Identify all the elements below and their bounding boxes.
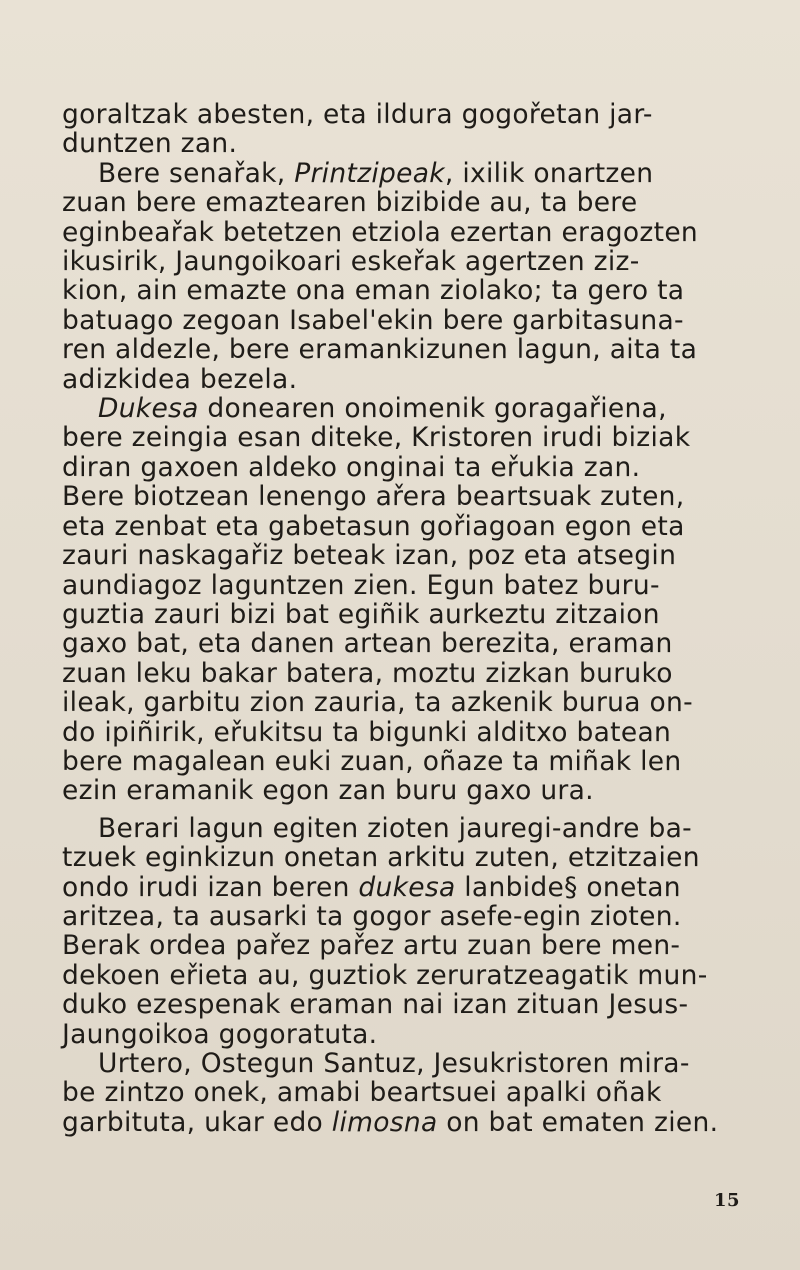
paragraph [62,814,752,1049]
text-segment: eginbeařak betetzen etziola ezertan eragozten [62,216,699,248]
text-segment: Berari lagun egiten zioten jauregi-andre ba- [98,812,693,844]
text-segment: dekoen eřieta au, guztiok zeruratzeagatik mun- [62,959,708,991]
text-segment: zuan leku bakar batera, moztu zizkan buruko [62,657,673,689]
text-line [62,600,752,629]
text-line [62,335,752,364]
text-line [62,159,752,188]
text-segment: goraltzak abesten, eta ildura gogořetan jar- [62,99,653,130]
text-segment: ren aldezle, bere eramankizunen lagun, aita ta [62,334,698,366]
text-line [62,990,752,1019]
page-number: 15 [714,1190,741,1211]
text-segment: bere magalean euki zuan, oñaze ta miñak len [62,745,682,777]
text-line [62,1020,752,1049]
text-segment: ondo irudi izan beren [62,871,359,903]
text-line [62,931,752,960]
paragraph [62,159,752,394]
text-segment: garbituta, ukar edo [62,1106,332,1138]
italic-term: Dukesa [98,393,199,425]
text-segment: Jaungoikoa gogoratuta. [62,1018,378,1050]
text-segment: aritzea, ta ausarki ta gogor asefe-egin zioten. [62,900,682,932]
text-line [62,423,752,452]
text-segment: bere zeingia esan diteke, Kristoren irudi biziak [62,422,691,454]
text-line [62,718,752,747]
text-segment: Bere senařak, [98,157,295,189]
text-line [62,776,752,805]
text-segment: duntzen zan. [62,128,238,160]
paragraph [62,1049,752,1137]
text-line [62,1049,752,1078]
text-line [62,306,752,335]
italic-term: dukesa [358,871,456,903]
paragraph [62,394,752,806]
italic-term: Printzipeak [294,157,445,189]
text-segment: diran gaxoen aldeko onginai ta eřukia zan. [62,451,641,483]
text-segment: tzuek eginkizun onetan arkitu zuten, etzitzaien [62,842,700,874]
text-line [62,247,752,276]
text-line [62,129,752,158]
text-line [62,394,752,423]
text-line [62,1108,752,1137]
text-line [62,961,752,990]
text-line [62,814,752,843]
text-line [62,482,752,511]
text-segment: ikusirik, Jaungoikoari eskeřak agertzen ziz- [62,246,640,278]
text-line [62,873,752,902]
text-line [62,1078,752,1107]
text-segment: lanbide§ onetan [455,871,681,903]
text-line [62,747,752,776]
text-line [62,541,752,570]
text-line [62,629,752,658]
body-text [62,100,752,1137]
text-line [62,276,752,305]
text-segment: ezin eramanik egon zan buru gaxo ura. [62,775,594,807]
text-line [62,843,752,872]
text-line [62,902,752,931]
italic-term: limosna [331,1106,438,1138]
text-segment: kion, ain emazte ona eman ziolako; ta gero ta [62,275,685,307]
text-line [62,688,752,717]
text-segment: be zintzo onek, amabi beartsuei apalki oñak [62,1077,662,1109]
text-line [62,571,752,600]
paragraph [62,100,752,159]
text-line [62,365,752,394]
text-segment: eta zenbat eta gabetasun gořiagoan egon eta [62,510,685,542]
text-segment: Bere biotzean lenengo ařera beartsuak zuten, [62,481,685,513]
text-segment: ileak, garbitu zion zauria, ta azkenik burua on- [62,687,693,719]
text-line [62,659,752,688]
text-line [62,100,752,129]
text-segment: duko ezespenak eraman nai izan zituan Jesus- [62,989,689,1021]
text-line [62,453,752,482]
text-segment: Urtero, Ostegun Santuz, Jesukristoren mira- [98,1048,690,1079]
text-segment: on bat ematen zien. [437,1106,719,1138]
text-segment: , ixilik onartzen [444,157,654,189]
text-line [62,218,752,247]
text-segment: Berak ordea pařez pařez artu zuan bere men- [62,930,681,962]
text-segment: zauri naskagařiz beteak izan, poz eta atsegin [62,540,677,572]
text-line [62,188,752,217]
text-segment: do ipiñirik, eřukitsu ta bigunki alditxo batean [62,716,672,748]
text-segment: adizkidea bezela. [62,363,298,395]
text-segment: zuan bere emaztearen bizibide au, ta bere [62,187,638,219]
text-segment: guztia zauri bizi bat egiñik aurkeztu zitzaion [62,598,660,630]
text-line [62,512,752,541]
text-segment: batuago zegoan Isabel'ekin bere garbitasuna- [62,304,684,336]
text-segment: donearen onoimenik goragařiena, [198,393,667,425]
text-segment: gaxo bat, eta danen artean berezita, eraman [62,628,673,660]
text-segment: aundiagoz laguntzen zien. Egun batez buru- [62,569,660,601]
